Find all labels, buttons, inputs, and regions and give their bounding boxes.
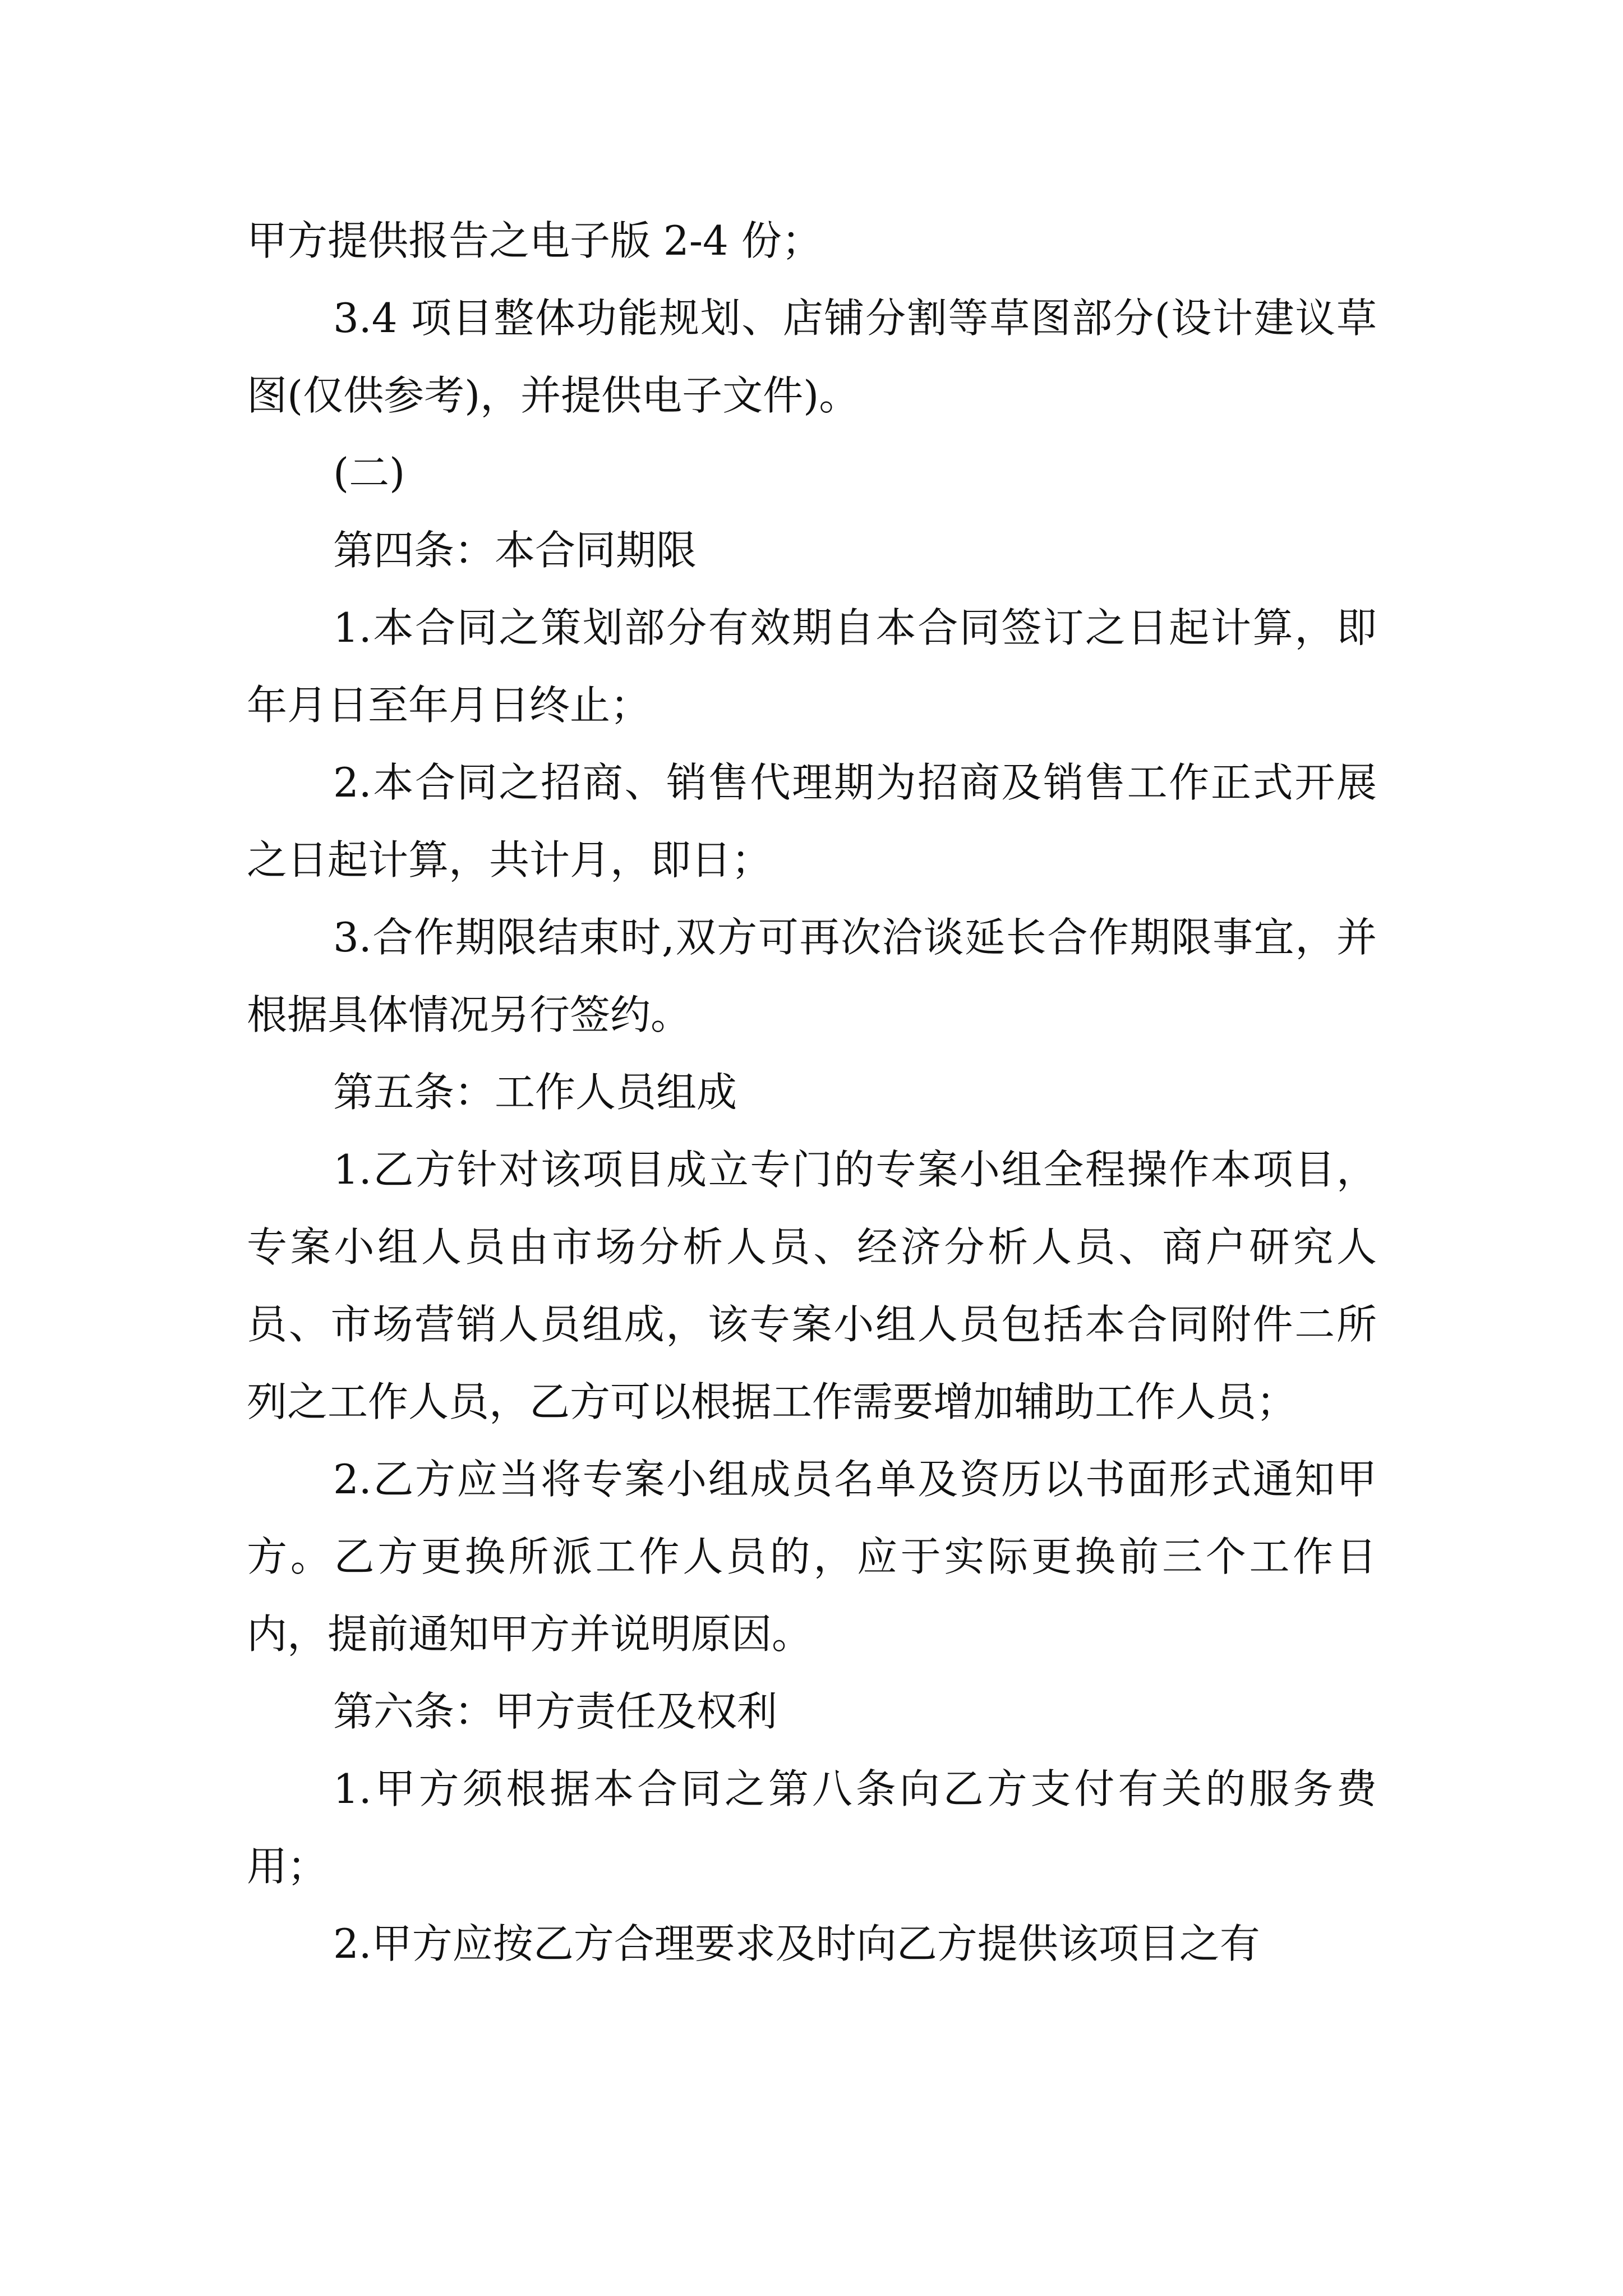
article-four-heading: 第四条：本合同期限 [333,527,697,574]
paragraph-service-fees: 1.甲方须根据本合同之第八条向乙方支付有关的服务费用； [247,1765,1377,1890]
paragraph-planning-term: 1.本合同之策划部分有效期自本合同签订之日起计算，即 年月日至年月日终止； [247,604,1377,729]
paragraph-sketch-section: 3.4 项目整体功能规划、店铺分割等草图部分(设计建议草图(仅供参考)，并提供电子文件)。 [247,295,1377,419]
article-five-heading: 第五条：工作人员组成 [333,1069,737,1116]
paragraph-team-notification: 2.乙方应当将专案小组成员名单及资历以书面形式通知甲方。乙方更换所派工作人员的，应于实际更换前三个工作日内，提前通知甲方并说明原因。 [247,1456,1377,1658]
paragraph-report-copies: 甲方提供报告之电子版 2-4 份； [247,217,822,264]
paragraph-project-team: 1.乙方针对该项目成立专门的专案小组全程操作本项目，专案小组人员由市场分析人员、经济分析人员、商户研究人员、市场营销人员组成，该专案小组人员包括本合同附件二所列之工作人员，乙方可以根据工作需要增加辅助工作人员； [247,1146,1377,1425]
paragraph-term-extension: 3.合作期限结束时,双方可再次洽谈延长合作期限事宜，并根据具体情况另行签约。 [247,914,1377,1038]
paragraph-agency-term: 2.本合同之招商、销售代理期为招商及销售工作正式开展之日起计算，共计月，即日； [247,759,1377,884]
section-number: (二) [333,449,405,496]
document-body [247,202,1377,1982]
article-six-heading: 第六条：甲方责任及权利 [333,1688,778,1735]
paragraph-provide-materials: 2.甲方应按乙方合理要求及时向乙方提供该项目之有 [333,1920,1260,1967]
